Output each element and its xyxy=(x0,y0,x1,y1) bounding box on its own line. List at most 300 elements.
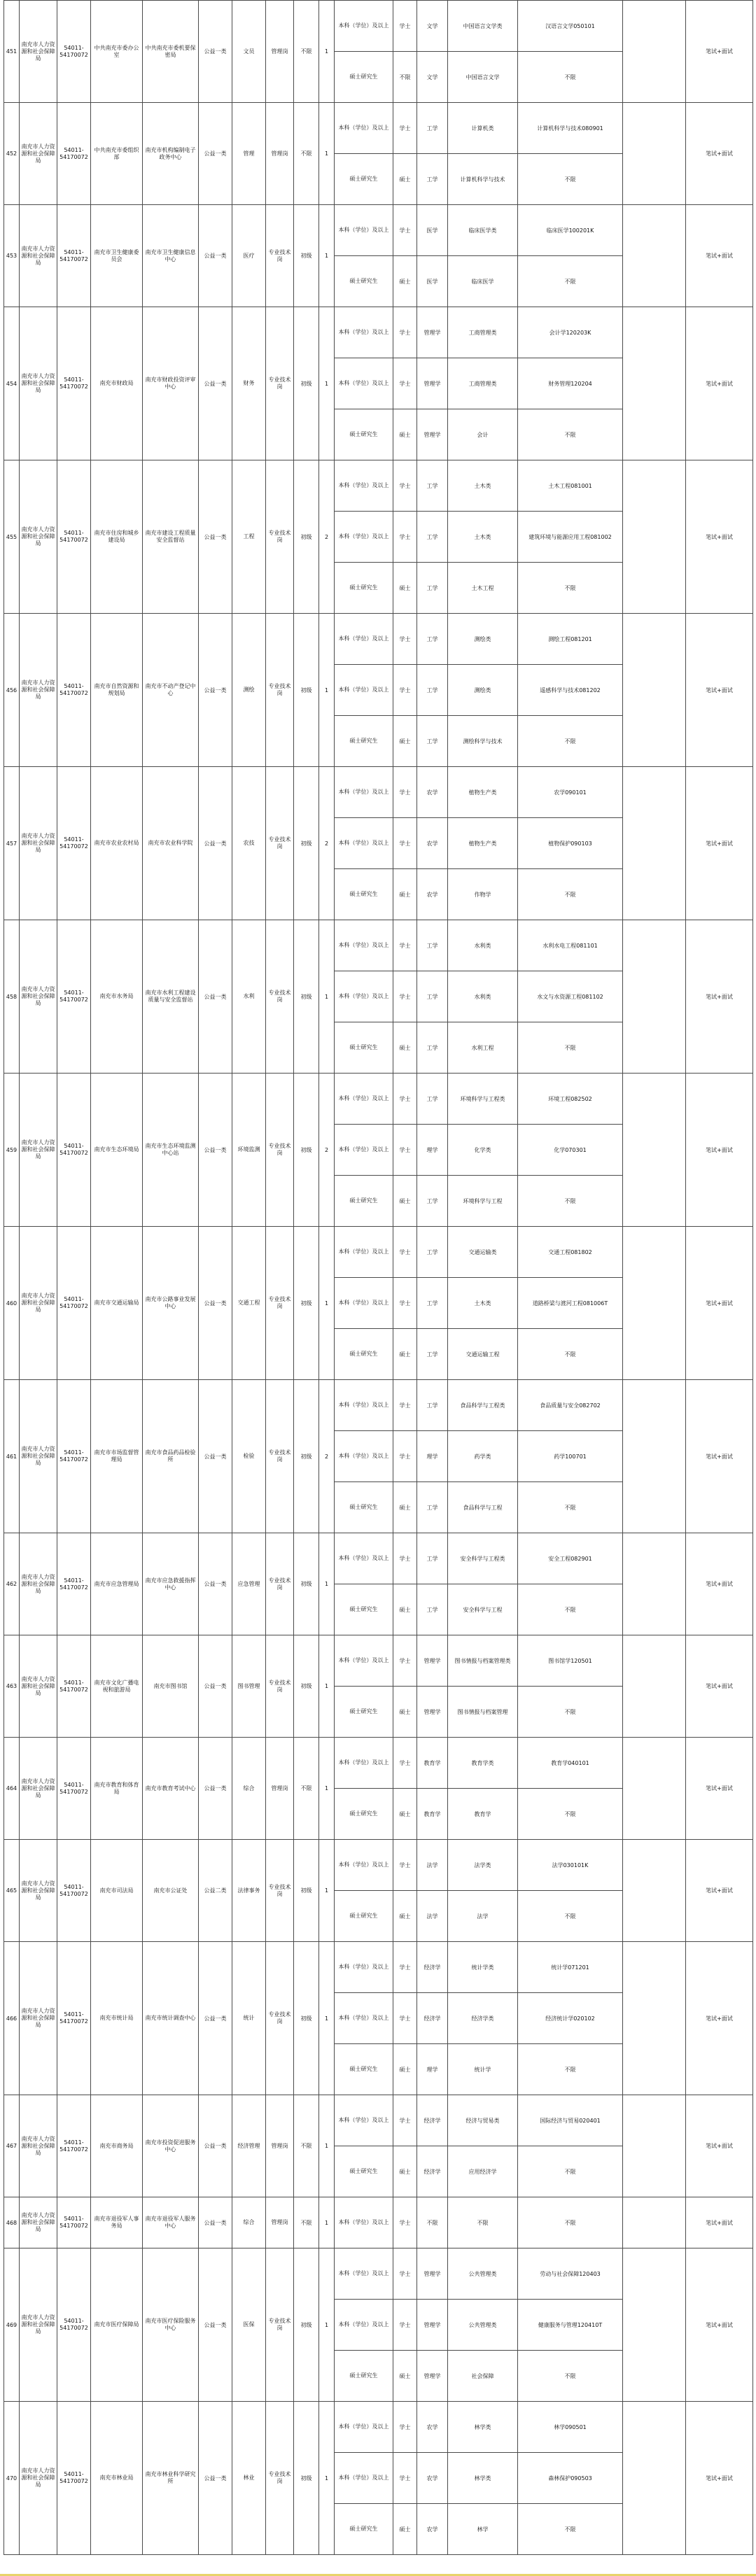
cell-degree: 硕士 xyxy=(393,1329,417,1380)
cell-degree: 学士 xyxy=(393,614,417,665)
cell-seq: 463 xyxy=(4,1635,20,1738)
cell-level: 初级 xyxy=(294,767,319,920)
cell-degree: 学士 xyxy=(393,2095,417,2146)
cell-major-category: 土木类 xyxy=(448,1278,518,1329)
cell-exam-method: 笔试+面试 xyxy=(686,2248,753,2402)
cell-major-category: 教育学 xyxy=(448,1789,518,1840)
cell-major-category: 测绘类 xyxy=(448,665,518,716)
cell-major-category: 林学类 xyxy=(448,2453,518,2504)
cell-nature: 公益一类 xyxy=(199,307,232,460)
cell-other xyxy=(623,460,686,614)
cell-exam-method: 笔试+面试 xyxy=(686,1227,753,1380)
cell-major-detail: 食品质量与安全082702 xyxy=(518,1380,623,1431)
cell-nature: 公益一类 xyxy=(199,2197,232,2248)
cell-major-detail: 不限 xyxy=(518,154,623,205)
cell-level: 初级 xyxy=(294,307,319,460)
cell-major-detail: 林学090501 xyxy=(518,2402,623,2453)
cell-nature: 公益一类 xyxy=(199,460,232,614)
cell-discipline: 理学 xyxy=(417,2044,448,2095)
cell-degree: 学士 xyxy=(393,1533,417,1584)
cell-post-type: 专业技术岗 xyxy=(266,1533,294,1635)
cell-unit: 南充市商务局 xyxy=(91,2095,143,2197)
cell-major-category: 图书情报与档案管理类 xyxy=(448,1635,518,1687)
cell-degree: 学士 xyxy=(393,1431,417,1482)
cell-degree: 学士 xyxy=(393,512,417,563)
cell-discipline: 理学 xyxy=(417,1431,448,1482)
cell-major-category: 安全科学与工程 xyxy=(448,1584,518,1635)
cell-seq: 459 xyxy=(4,1074,20,1227)
cell-seq: 460 xyxy=(4,1227,20,1380)
cell-level: 初级 xyxy=(294,205,319,307)
cell-level: 初级 xyxy=(294,920,319,1074)
cell-dept: 南充市人力资源和社会保障局 xyxy=(20,1942,57,2095)
cell-education: 本科（学位）及以上 xyxy=(335,1125,393,1176)
cell-post-type: 专业技术岗 xyxy=(266,1227,294,1380)
cell-major-detail: 法学030101K xyxy=(518,1840,623,1891)
cell-major-detail: 交通工程081802 xyxy=(518,1227,623,1278)
cell-dept: 南充市人力资源和社会保障局 xyxy=(20,205,57,307)
cell-degree: 学士 xyxy=(393,2402,417,2453)
cell-major-detail: 化学070301 xyxy=(518,1125,623,1176)
cell-discipline: 工学 xyxy=(417,1278,448,1329)
cell-education: 本科（学位）及以上 xyxy=(335,358,393,409)
cell-discipline: 法学 xyxy=(417,1840,448,1891)
cell-level: 初级 xyxy=(294,614,319,767)
table-row xyxy=(4,2248,753,2300)
cell-dept: 南充市人力资源和社会保障局 xyxy=(20,1635,57,1738)
cell-education: 硕士研究生 xyxy=(335,52,393,103)
cell-discipline: 工学 xyxy=(417,614,448,665)
cell-degree: 硕士 xyxy=(393,869,417,920)
cell-dept: 南充市人力资源和社会保障局 xyxy=(20,920,57,1074)
table-row xyxy=(4,2095,753,2146)
cell-discipline: 管理学 xyxy=(417,2300,448,2351)
cell-level: 初级 xyxy=(294,1533,319,1635)
cell-degree: 学士 xyxy=(393,971,417,1022)
cell-subunit: 南充市建设工程质量安全监督站 xyxy=(143,460,199,614)
cell-degree: 硕士 xyxy=(393,1687,417,1738)
cell-level: 初级 xyxy=(294,1227,319,1380)
cell-post: 图书管理 xyxy=(232,1635,266,1738)
table-body xyxy=(4,1,753,2555)
cell-count: 1 xyxy=(319,307,335,460)
cell-post: 工程 xyxy=(232,460,266,614)
cell-degree: 硕士 xyxy=(393,716,417,767)
cell-exam-method: 笔试+面试 xyxy=(686,460,753,614)
cell-count: 1 xyxy=(319,1,335,103)
cell-discipline: 工学 xyxy=(417,1329,448,1380)
cell-major-category: 环境科学与工程类 xyxy=(448,1074,518,1125)
cell-subunit: 南充市统计调查中心 xyxy=(143,1942,199,2095)
cell-dept: 南充市人力资源和社会保障局 xyxy=(20,1738,57,1840)
cell-degree: 硕士 xyxy=(393,563,417,614)
table-row xyxy=(4,2197,753,2248)
cell-discipline: 经济学 xyxy=(417,2095,448,2146)
cell-discipline: 工学 xyxy=(417,1227,448,1278)
cell-degree: 学士 xyxy=(393,2300,417,2351)
cell-major-category: 林学 xyxy=(448,2504,518,2555)
cell-count: 1 xyxy=(319,1635,335,1738)
cell-code: 54011-54170072 xyxy=(57,614,91,767)
cell-nature: 公益一类 xyxy=(199,1738,232,1840)
cell-post-type: 专业技术岗 xyxy=(266,920,294,1074)
cell-nature: 公益一类 xyxy=(199,1533,232,1635)
cell-major-detail: 不限 xyxy=(518,2504,623,2555)
cell-dept: 南充市人力资源和社会保障局 xyxy=(20,460,57,614)
cell-discipline: 工学 xyxy=(417,563,448,614)
cell-other xyxy=(623,307,686,460)
cell-other xyxy=(623,767,686,920)
cell-degree: 学士 xyxy=(393,2197,417,2248)
cell-discipline: 农学 xyxy=(417,767,448,818)
cell-degree: 学士 xyxy=(393,1,417,52)
table-row xyxy=(4,1,753,52)
cell-education: 本科（学位）及以上 xyxy=(335,1635,393,1687)
cell-unit: 南充市财政局 xyxy=(91,307,143,460)
cell-education: 本科（学位）及以上 xyxy=(335,1738,393,1789)
cell-education: 本科（学位）及以上 xyxy=(335,818,393,869)
cell-dept: 南充市人力资源和社会保障局 xyxy=(20,1227,57,1380)
cell-code: 54011-54170072 xyxy=(57,1738,91,1840)
cell-degree: 学士 xyxy=(393,1125,417,1176)
cell-seq: 458 xyxy=(4,920,20,1074)
cell-degree: 学士 xyxy=(393,307,417,358)
cell-count: 1 xyxy=(319,1533,335,1635)
cell-code: 54011-54170072 xyxy=(57,1074,91,1227)
cell-unit: 南充市市场监督管理局 xyxy=(91,1380,143,1533)
cell-exam-method: 笔试+面试 xyxy=(686,1635,753,1738)
cell-other xyxy=(623,1942,686,2095)
cell-level: 初级 xyxy=(294,1380,319,1533)
cell-major-category: 公共管理类 xyxy=(448,2300,518,2351)
cell-major-detail: 不限 xyxy=(518,716,623,767)
cell-other xyxy=(623,205,686,307)
cell-level: 初级 xyxy=(294,2402,319,2555)
cell-exam-method: 笔试+面试 xyxy=(686,307,753,460)
cell-dept: 南充市人力资源和社会保障局 xyxy=(20,2197,57,2248)
cell-exam-method: 笔试+面试 xyxy=(686,2197,753,2248)
cell-count: 2 xyxy=(319,767,335,920)
cell-education: 本科（学位）及以上 xyxy=(335,665,393,716)
cell-major-category: 计算机科学与技术 xyxy=(448,154,518,205)
cell-dept: 南充市人力资源和社会保障局 xyxy=(20,1380,57,1533)
cell-unit: 南充市应急管理局 xyxy=(91,1533,143,1635)
cell-major-detail: 植物保护090103 xyxy=(518,818,623,869)
cell-major-detail: 统计学071201 xyxy=(518,1942,623,1993)
cell-major-category: 水利工程 xyxy=(448,1022,518,1074)
cell-count: 1 xyxy=(319,1738,335,1840)
cell-major-detail: 财务管理120204 xyxy=(518,358,623,409)
cell-major-detail: 安全工程082901 xyxy=(518,1533,623,1584)
cell-post-type: 专业技术岗 xyxy=(266,767,294,920)
cell-major-category: 公共管理类 xyxy=(448,2248,518,2300)
cell-discipline: 工学 xyxy=(417,716,448,767)
cell-major-detail: 不限 xyxy=(518,2197,623,2248)
cell-degree: 硕士 xyxy=(393,1482,417,1533)
cell-major-category: 图书情报与档案管理 xyxy=(448,1687,518,1738)
cell-education: 硕士研究生 xyxy=(335,2044,393,2095)
cell-discipline: 农学 xyxy=(417,818,448,869)
cell-post-type: 专业技术岗 xyxy=(266,1942,294,2095)
cell-unit: 南充市教育和体育局 xyxy=(91,1738,143,1840)
cell-seq: 455 xyxy=(4,460,20,614)
cell-major-category: 植物生产类 xyxy=(448,767,518,818)
cell-degree: 学士 xyxy=(393,103,417,154)
cell-level: 初级 xyxy=(294,1840,319,1942)
cell-post: 医疗 xyxy=(232,205,266,307)
cell-dept: 南充市人力资源和社会保障局 xyxy=(20,1,57,103)
cell-education: 本科（学位）及以上 xyxy=(335,614,393,665)
cell-count: 2 xyxy=(319,1380,335,1533)
cell-count: 1 xyxy=(319,2248,335,2402)
cell-code: 54011-54170072 xyxy=(57,1840,91,1942)
cell-code: 54011-54170072 xyxy=(57,103,91,205)
cell-major-detail: 不限 xyxy=(518,1584,623,1635)
cell-discipline: 工学 xyxy=(417,1584,448,1635)
cell-level: 初级 xyxy=(294,2248,319,2402)
cell-nature: 公益一类 xyxy=(199,1635,232,1738)
cell-major-detail: 不限 xyxy=(518,409,623,460)
cell-discipline: 工学 xyxy=(417,920,448,971)
cell-major-category: 统计学类 xyxy=(448,1942,518,1993)
cell-post: 医保 xyxy=(232,2248,266,2402)
cell-major-detail: 教育学040101 xyxy=(518,1738,623,1789)
cell-subunit: 南充市农业科学院 xyxy=(143,767,199,920)
cell-nature: 公益一类 xyxy=(199,1942,232,2095)
table-row xyxy=(4,614,753,665)
cell-unit: 南充市文化广播电视和旅游局 xyxy=(91,1635,143,1738)
cell-nature: 公益一类 xyxy=(199,2248,232,2402)
cell-unit: 中共南充市委办公室 xyxy=(91,1,143,103)
cell-major-category: 工商管理类 xyxy=(448,358,518,409)
cell-degree: 硕士 xyxy=(393,2351,417,2402)
cell-degree: 硕士 xyxy=(393,1789,417,1840)
cell-education: 本科（学位）及以上 xyxy=(335,512,393,563)
cell-major-detail: 土木工程081001 xyxy=(518,460,623,512)
table-row xyxy=(4,1942,753,1993)
cell-degree: 硕士 xyxy=(393,1022,417,1074)
cell-education: 本科（学位）及以上 xyxy=(335,307,393,358)
cell-nature: 公益一类 xyxy=(199,205,232,307)
table-row xyxy=(4,1840,753,1891)
cell-major-detail: 不限 xyxy=(518,563,623,614)
cell-major-detail: 药学100701 xyxy=(518,1431,623,1482)
cell-subunit: 南充市公证处 xyxy=(143,1840,199,1942)
cell-subunit: 南充市机构编制电子政务中心 xyxy=(143,103,199,205)
cell-count: 1 xyxy=(319,1942,335,2095)
table-row xyxy=(4,307,753,358)
cell-level: 初级 xyxy=(294,1635,319,1738)
cell-education: 硕士研究生 xyxy=(335,869,393,920)
cell-education: 本科（学位）及以上 xyxy=(335,2453,393,2504)
cell-discipline: 工学 xyxy=(417,1482,448,1533)
cell-discipline: 管理学 xyxy=(417,409,448,460)
cell-post-type: 专业技术岗 xyxy=(266,2248,294,2402)
cell-unit: 南充市卫生健康委员会 xyxy=(91,205,143,307)
cell-discipline: 法学 xyxy=(417,1891,448,1942)
table-row xyxy=(4,1533,753,1584)
cell-major-detail: 不限 xyxy=(518,869,623,920)
cell-seq: 453 xyxy=(4,205,20,307)
cell-degree: 硕士 xyxy=(393,256,417,307)
cell-education: 本科（学位）及以上 xyxy=(335,767,393,818)
cell-exam-method: 笔试+面试 xyxy=(686,920,753,1074)
cell-major-detail: 经济统计学020102 xyxy=(518,1993,623,2044)
cell-major-category: 工商管理类 xyxy=(448,307,518,358)
cell-major-category: 植物生产类 xyxy=(448,818,518,869)
cell-major-category: 经济与贸易类 xyxy=(448,2095,518,2146)
cell-major-detail: 会计学120203K xyxy=(518,307,623,358)
cell-post-type: 专业技术岗 xyxy=(266,307,294,460)
cell-discipline: 管理学 xyxy=(417,1635,448,1687)
cell-major-detail: 劳动与社会保障120403 xyxy=(518,2248,623,2300)
cell-discipline: 农学 xyxy=(417,2504,448,2555)
cell-post: 林业 xyxy=(232,2402,266,2555)
cell-exam-method: 笔试+面试 xyxy=(686,103,753,205)
cell-count: 1 xyxy=(319,614,335,767)
cell-seq: 454 xyxy=(4,307,20,460)
cell-major-detail: 不限 xyxy=(518,256,623,307)
cell-major-category: 统计学 xyxy=(448,2044,518,2095)
cell-exam-method: 笔试+面试 xyxy=(686,1942,753,2095)
cell-other xyxy=(623,1,686,103)
cell-education: 本科（学位）及以上 xyxy=(335,2300,393,2351)
cell-seq: 457 xyxy=(4,767,20,920)
cell-exam-method: 笔试+面试 xyxy=(686,205,753,307)
cell-code: 54011-54170072 xyxy=(57,205,91,307)
cell-post-type: 管理岗 xyxy=(266,2197,294,2248)
cell-level: 不限 xyxy=(294,1738,319,1840)
cell-count: 1 xyxy=(319,205,335,307)
cell-major-detail: 水利水电工程081101 xyxy=(518,920,623,971)
cell-degree: 学士 xyxy=(393,2453,417,2504)
cell-subunit: 南充市医疗保险服务中心 xyxy=(143,2248,199,2402)
cell-major-detail: 测绘工程081201 xyxy=(518,614,623,665)
cell-other xyxy=(623,1380,686,1533)
cell-other xyxy=(623,1635,686,1738)
cell-subunit: 南充市卫生健康信息中心 xyxy=(143,205,199,307)
cell-post-type: 专业技术岗 xyxy=(266,1635,294,1738)
cell-post: 水利 xyxy=(232,920,266,1074)
cell-post-type: 管理岗 xyxy=(266,2095,294,2197)
cell-discipline: 医学 xyxy=(417,205,448,256)
cell-education: 本科（学位）及以上 xyxy=(335,103,393,154)
cell-major-category: 作物学 xyxy=(448,869,518,920)
cell-major-detail: 图书馆学120501 xyxy=(518,1635,623,1687)
cell-major-category: 水利类 xyxy=(448,920,518,971)
cell-subunit: 南充市图书馆 xyxy=(143,1635,199,1738)
cell-count: 2 xyxy=(319,460,335,614)
cell-discipline: 工学 xyxy=(417,1533,448,1584)
table-row xyxy=(4,1738,753,1789)
cell-education: 硕士研究生 xyxy=(335,2146,393,2197)
cell-unit: 南充市林业局 xyxy=(91,2402,143,2555)
cell-dept: 南充市人力资源和社会保障局 xyxy=(20,1840,57,1942)
cell-degree: 硕士 xyxy=(393,1891,417,1942)
cell-major-category: 环境科学与工程 xyxy=(448,1176,518,1227)
cell-education: 本科（学位）及以上 xyxy=(335,1227,393,1278)
cell-code: 54011-54170072 xyxy=(57,1380,91,1533)
cell-seq: 468 xyxy=(4,2197,20,2248)
table-row xyxy=(4,767,753,818)
cell-discipline: 工学 xyxy=(417,665,448,716)
cell-major-detail: 健康服务与管理120410T xyxy=(518,2300,623,2351)
cell-level: 不限 xyxy=(294,2095,319,2197)
cell-major-detail: 道路桥梁与渡河工程081006T xyxy=(518,1278,623,1329)
cell-degree: 学士 xyxy=(393,1738,417,1789)
cell-exam-method: 笔试+面试 xyxy=(686,614,753,767)
cell-major-category: 水利类 xyxy=(448,971,518,1022)
cell-discipline: 农学 xyxy=(417,2453,448,2504)
cell-education: 硕士研究生 xyxy=(335,716,393,767)
cell-code: 54011-54170072 xyxy=(57,2197,91,2248)
cell-subunit: 中共南充市委机要保密局 xyxy=(143,1,199,103)
cell-nature: 公益一类 xyxy=(199,767,232,920)
cell-seq: 469 xyxy=(4,2248,20,2402)
cell-level: 不限 xyxy=(294,2197,319,2248)
cell-education: 硕士研究生 xyxy=(335,1891,393,1942)
cell-post: 测绘 xyxy=(232,614,266,767)
cell-major-category: 中国语言文学类 xyxy=(448,1,518,52)
cell-unit: 南充市生态环境局 xyxy=(91,1074,143,1227)
cell-major-category: 社会保障 xyxy=(448,2351,518,2402)
cell-education: 硕士研究生 xyxy=(335,1022,393,1074)
cell-dept: 南充市人力资源和社会保障局 xyxy=(20,2095,57,2197)
cell-major-detail: 不限 xyxy=(518,1022,623,1074)
recruitment-table xyxy=(4,0,753,2555)
cell-post: 交通工程 xyxy=(232,1227,266,1380)
cell-discipline: 管理学 xyxy=(417,2248,448,2300)
cell-education: 硕士研究生 xyxy=(335,1482,393,1533)
cell-education: 本科（学位）及以上 xyxy=(335,1840,393,1891)
cell-degree: 学士 xyxy=(393,1278,417,1329)
cell-exam-method: 笔试+面试 xyxy=(686,1533,753,1635)
table-row xyxy=(4,103,753,154)
table-row xyxy=(4,460,753,512)
cell-other xyxy=(623,2402,686,2555)
cell-subunit: 南充市教育考试中心 xyxy=(143,1738,199,1840)
cell-degree: 学士 xyxy=(393,1993,417,2044)
cell-discipline: 工学 xyxy=(417,460,448,512)
cell-dept: 南充市人力资源和社会保障局 xyxy=(20,1533,57,1635)
cell-degree: 学士 xyxy=(393,460,417,512)
cell-degree: 硕士 xyxy=(393,1584,417,1635)
cell-exam-method: 笔试+面试 xyxy=(686,767,753,920)
cell-degree: 学士 xyxy=(393,1227,417,1278)
cell-post: 农技 xyxy=(232,767,266,920)
cell-major-category: 测绘科学与技术 xyxy=(448,716,518,767)
cell-major-category: 不限 xyxy=(448,2197,518,2248)
cell-post: 综合 xyxy=(232,2197,266,2248)
cell-major-detail: 不限 xyxy=(518,1176,623,1227)
cell-code: 54011-54170072 xyxy=(57,767,91,920)
cell-nature: 公益一类 xyxy=(199,2402,232,2555)
cell-subunit: 南充市不动产登记中心 xyxy=(143,614,199,767)
cell-discipline: 工学 xyxy=(417,1176,448,1227)
cell-degree: 学士 xyxy=(393,767,417,818)
cell-unit: 南充市退役军人事务局 xyxy=(91,2197,143,2248)
cell-post-type: 管理岗 xyxy=(266,1738,294,1840)
cell-major-detail: 国际经济与贸易020401 xyxy=(518,2095,623,2146)
cell-count: 1 xyxy=(319,2095,335,2197)
cell-degree: 硕士 xyxy=(393,2504,417,2555)
cell-education: 本科（学位）及以上 xyxy=(335,1942,393,1993)
cell-degree: 硕士 xyxy=(393,154,417,205)
cell-post: 法律事务 xyxy=(232,1840,266,1942)
cell-code: 54011-54170072 xyxy=(57,2402,91,2555)
cell-count: 1 xyxy=(319,2197,335,2248)
cell-major-category: 测绘类 xyxy=(448,614,518,665)
